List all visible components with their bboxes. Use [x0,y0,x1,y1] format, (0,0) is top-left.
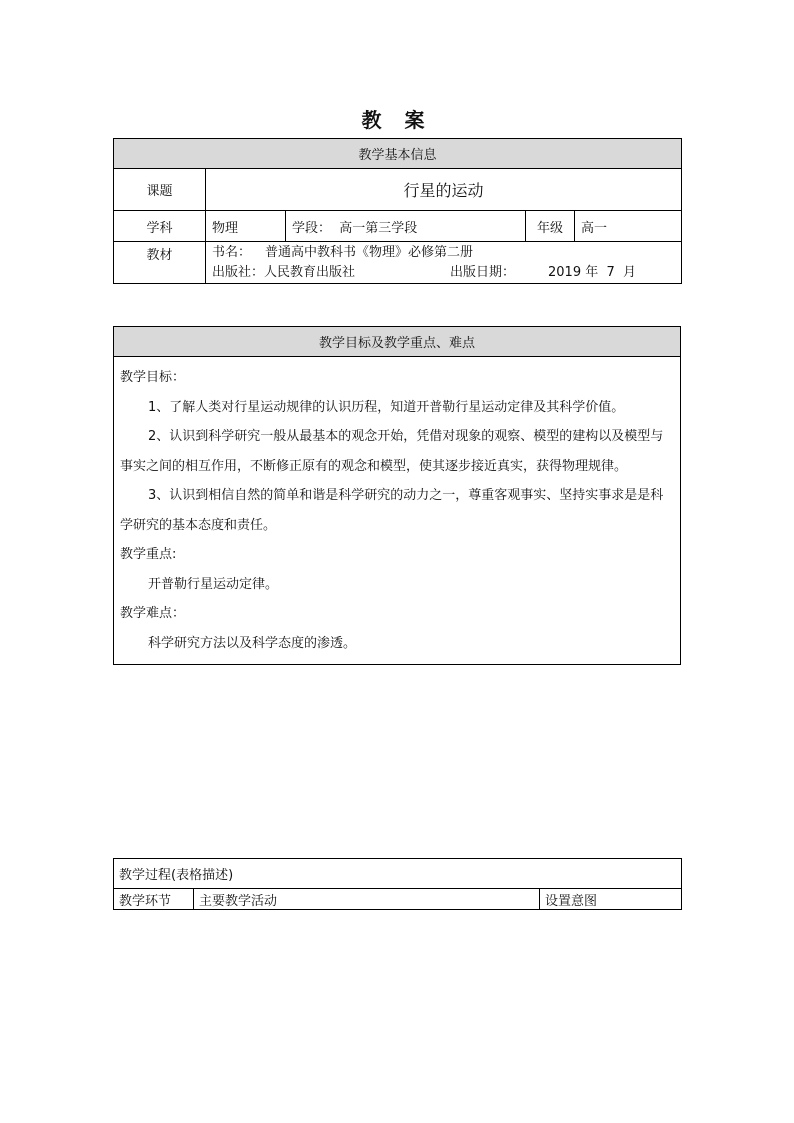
topic-value: 行星的运动 [206,169,682,211]
book-name-value: 普通高中教科书《物理》必修第二册 [265,244,474,260]
stage-cell [286,211,526,242]
stage-label: 学段： [292,220,332,236]
grade-label: 年级 [526,211,575,242]
publisher-label: 出版社： [212,264,265,280]
goal-item-2: 2、认识到科学研究一般从最基本的观念开始，凭借对现象的观察、模型的建构以及模型与事实之间的相互作用，不断修正原有的观念和模型，使其逐步接近真实，获得物理规律。 [120,429,664,474]
objectives-header: 教学目标及教学重点、难点 [114,327,681,357]
publisher-line [212,263,675,283]
process-table [113,858,682,910]
key-point-text: 开普勒行星运动定律。 [148,576,279,592]
difficulty-label: 教学难点： [120,606,186,621]
textbook-cell [206,242,682,284]
objectives-body [114,357,681,665]
goal-item-3: 3、认识到相信自然的简单和谐是科学研究的动力之一，尊重客观事实、坚持实事求是是科学研究的基本态度和责任。 [120,488,664,533]
basic-info-header: 教学基本信息 [114,139,682,169]
col-activity: 主要教学活动 [194,889,540,910]
subject-value: 物理 [206,211,286,242]
stage-value: 高一第三学段 [339,220,418,236]
objectives-table [113,326,681,665]
basic-info-table [113,138,682,284]
subject-label: 学科 [114,211,206,242]
goals-label: 教学目标： [120,370,186,385]
process-header: 教学过程(表格描述) [114,859,682,889]
pub-date-value: 2019 年 7 月 [548,264,637,280]
key-point-label: 教学重点: [120,547,177,562]
col-intent: 设置意图 [540,889,682,910]
book-name-label: 书名： [212,244,252,260]
col-stage: 教学环节 [114,889,194,910]
book-name-line [212,243,675,263]
pub-date-label: 出版日期： [450,264,516,280]
document-title: 教 案 [361,108,433,132]
grade-value: 高一 [575,211,682,242]
publisher-value: 人民教育出版社 [264,264,356,280]
topic-label: 课题 [114,169,206,211]
difficulty-text: 科学研究方法以及科学态度的渗透。 [148,635,357,651]
goal-item-1: 1、了解人类对行星运动规律的认识历程，知道开普勒行星运动定律及其科学价值。 [148,399,625,415]
textbook-label: 教材 [114,242,206,284]
